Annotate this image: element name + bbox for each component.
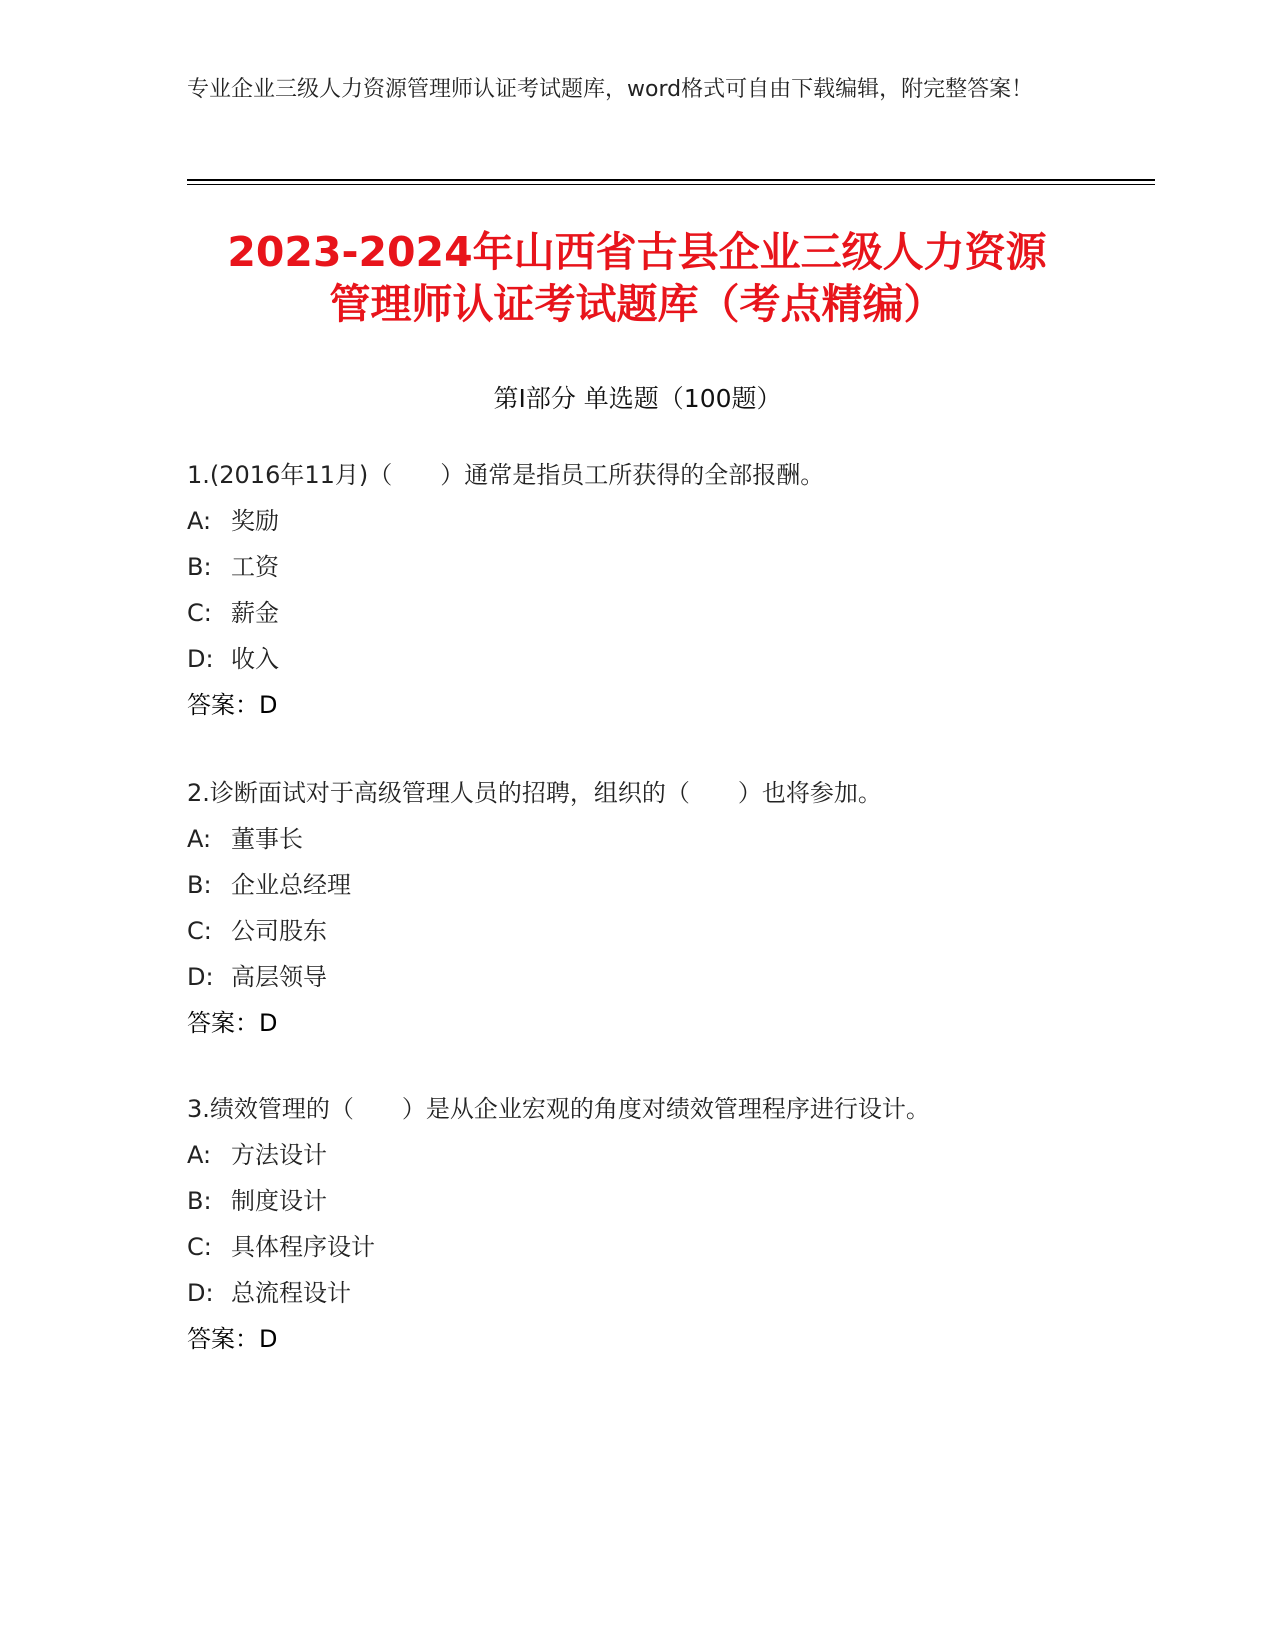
answer: 答案：D [187,1325,278,1353]
option-b [187,544,1067,590]
question-2 [187,770,1067,1046]
option-text: 收入 [231,645,279,673]
option-text: 总流程设计 [231,1279,351,1307]
document-title-line-1: 2023-2024年山西省古县企业三级人力资源 [227,228,1047,276]
option-letter: D: [187,1279,214,1307]
option-letter: D: [187,963,214,991]
option-text: 董事长 [231,825,303,853]
option-d [187,1270,1067,1316]
option-text: 奖励 [231,507,279,535]
header-divider-thin [187,184,1155,185]
question-stem: 1.(2016年11月)（ ）通常是指员工所获得的全部报酬。 [187,461,825,489]
option-c [187,590,1067,636]
option-letter: C: [187,917,212,945]
option-text: 方法设计 [231,1141,327,1169]
option-letter: D: [187,645,214,673]
answer: 答案：D [187,691,278,719]
document-title-line-2: 管理师认证考试题库（考点精编） [329,280,945,328]
option-text: 制度设计 [231,1187,327,1215]
option-d [187,636,1067,682]
option-d [187,954,1067,1000]
option-a [187,498,1067,544]
option-letter: A: [187,825,212,853]
option-a [187,816,1067,862]
option-c [187,1224,1067,1270]
question-3 [187,1086,1067,1362]
header-divider [187,179,1155,181]
option-text: 企业总经理 [231,871,351,899]
option-letter: C: [187,1233,212,1261]
answer: 答案：D [187,1009,278,1037]
question-stem: 3.绩效管理的（ ）是从企业宏观的角度对绩效管理程序进行设计。 [187,1095,930,1123]
option-letter: B: [187,871,212,899]
option-text: 高层领导 [231,963,327,991]
header-note: 专业企业三级人力资源管理师认证考试题库，word格式可自由下载编辑，附完整答案！ [187,77,1034,102]
option-a [187,1132,1067,1178]
option-letter: B: [187,1187,212,1215]
section-title: 第Ⅰ部分 单选题（100题） [493,384,782,413]
question-1 [187,452,1067,728]
option-text: 具体程序设计 [231,1233,375,1261]
document-title [187,226,1087,330]
option-letter: A: [187,507,212,535]
option-text: 薪金 [231,599,279,627]
option-letter: B: [187,553,212,581]
option-letter: A: [187,1141,212,1169]
question-stem: 2.诊断面试对于高级管理人员的招聘，组织的（ ）也将参加。 [187,779,882,807]
option-b [187,862,1067,908]
option-c [187,908,1067,954]
option-b [187,1178,1067,1224]
option-text: 公司股东 [231,917,327,945]
option-text: 工资 [231,553,279,581]
option-letter: C: [187,599,212,627]
